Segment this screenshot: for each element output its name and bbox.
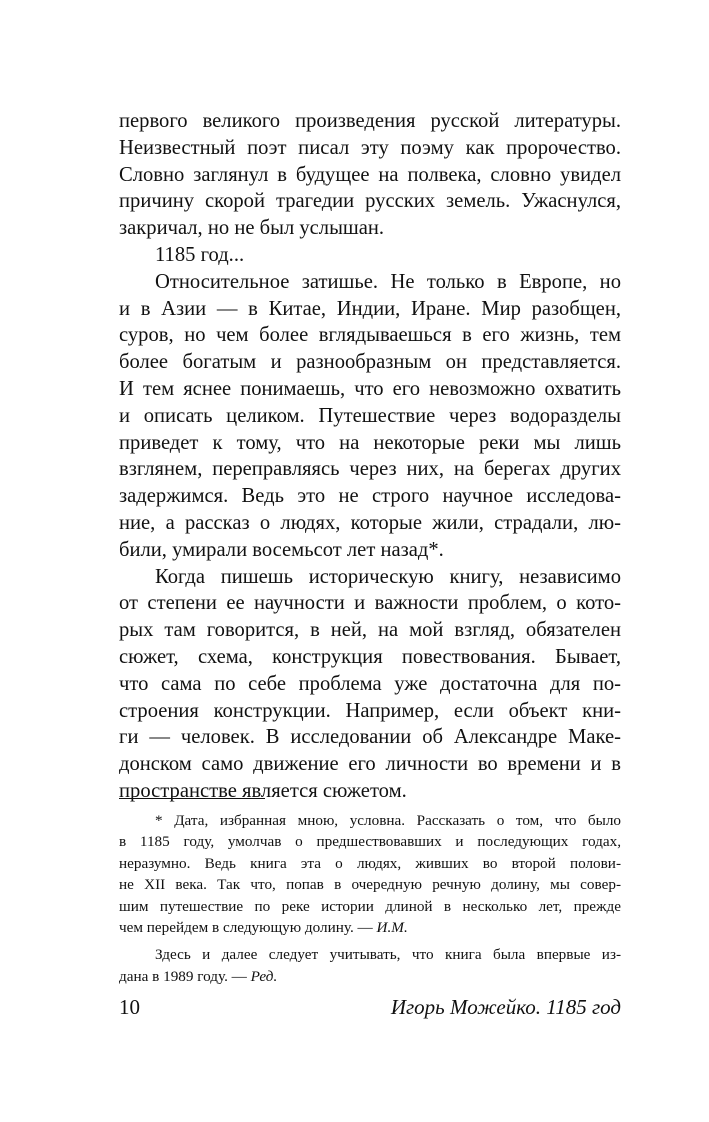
text-line: ги — человек. В исследовании об Александре Маке-	[119, 726, 621, 749]
text-line: первого великого произведения русской литературы.	[119, 110, 621, 132]
text-line: рых там говорится, в ней, на мой взгляд, обязателен	[119, 619, 621, 642]
page-number: 10	[119, 995, 140, 1019]
page-footer	[119, 993, 621, 1021]
text-line: били, умирали восемьсот лет назад*.	[119, 538, 444, 561]
text-line: что сама по себе проблема уже достаточна для по-	[119, 672, 621, 695]
footnote-line	[119, 917, 621, 938]
text-line: ние, а рассказ о людях, которые жили, страдали, лю-	[119, 511, 621, 534]
footnote-line: шим путешествие по реке истории длиной в несколько лет, прежде	[119, 897, 621, 915]
footnote-line: * Дата, избранная мною, условна. Рассказать о том, что было	[155, 812, 621, 829]
editor-signature: Ред.	[250, 967, 278, 985]
text-line: задержимся. Ведь это не строго научное исследова-	[119, 485, 621, 508]
footnote-line	[119, 966, 621, 987]
footnote-line: неразумно. Ведь книга эта о людях, живших во второй полови-	[119, 854, 621, 872]
text-line: приведет к тому, что на некоторые реки мы лишь	[119, 431, 621, 454]
main-text	[119, 108, 621, 805]
text-line: от степени ее научности и важности проблем, о кото-	[119, 592, 621, 615]
text-line: более богатым и разнообразным он представляется.	[119, 351, 621, 374]
text-line: Относительное затишье. Не только в Европе, но	[155, 270, 621, 293]
author-signature: И.М.	[376, 918, 408, 936]
footnotes	[119, 810, 621, 987]
text-line: сюжет, схема, конструкция повествования. Бывает,	[119, 645, 621, 668]
text-line: закричал, но не был услышан.	[119, 217, 385, 240]
footnote-text: чем перейдем в следующую долину. —	[119, 918, 373, 936]
footnote-line: Здесь и далее следует учитывать, что книга была впервые из-	[155, 946, 621, 964]
footnote-text: дана в 1989 году. —	[119, 967, 247, 985]
text-line: донском само движение его личности во времени и в	[119, 753, 621, 776]
text-line: взглянем, переправляясь через них, на берегах других	[119, 458, 621, 481]
text-line: строения конструкции. Например, если объект кни-	[119, 699, 621, 722]
text-line: и описать целиком. Путешествие через водоразделы	[119, 404, 621, 427]
footnote-line: в 1185 году, умолчав о предшествовавших и последующих годах,	[119, 833, 621, 851]
text-line: причину скорой трагедии русских земель. Ужаснулся,	[119, 190, 621, 213]
running-head: Игорь Можейко. 1185 год	[390, 995, 621, 1019]
text-line: И тем яснее понимаешь, что его невозможно охватить	[119, 377, 621, 400]
text-line: Когда пишешь историческую книгу, независимо	[155, 565, 621, 588]
footnote-divider	[119, 798, 265, 799]
text-line: суров, но чем более вглядываешься в его жизнь, тем	[119, 324, 621, 347]
text-line: Словно заглянул в будущее на полвека, словно увидел	[119, 163, 621, 186]
text-line: Неизвестный поэт писал эту поэму как пророчество.	[119, 136, 621, 159]
text-line: пространстве является сюжетом.	[119, 779, 407, 802]
footnote-line: не XII века. Так что, попав в очередную речную долину, мы совер-	[119, 876, 621, 894]
text-line: и в Азии — в Китае, Индии, Иране. Мир разобщен,	[119, 297, 621, 320]
text-line: 1185 год...	[155, 243, 245, 266]
